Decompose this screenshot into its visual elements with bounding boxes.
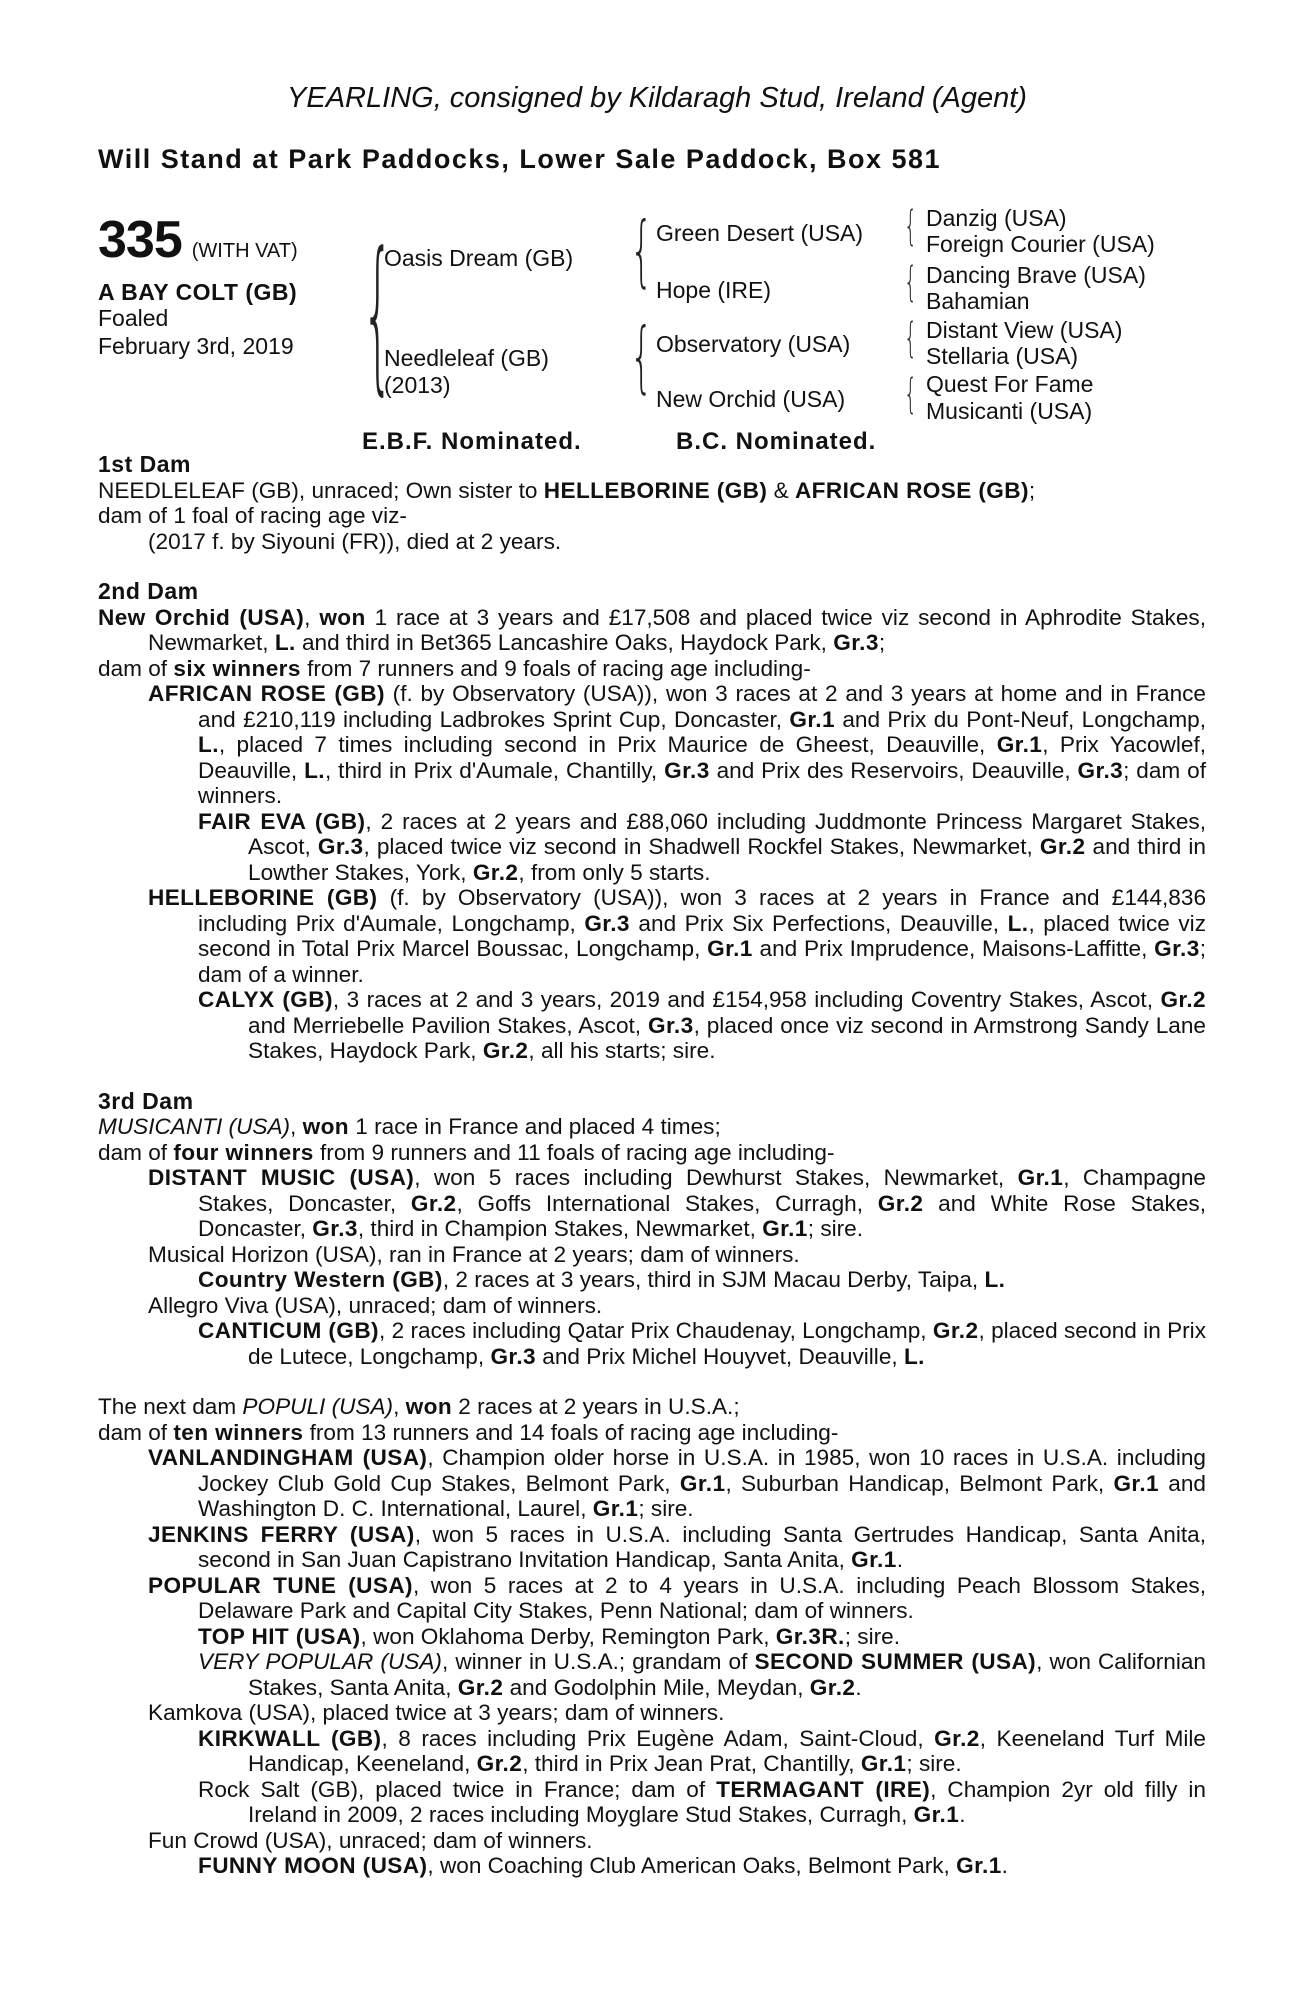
produce-fun-crowd: Fun Crowd (USA), unraced; dam of winners. [148, 1827, 593, 1853]
produce-fair-eva: FAIR EVA (GB), 2 races at 2 years and £88,060 including Juddmonte Princess Margaret Stakes, Ascot, Gr.3, placed twice viz second in Shadwell Rockfel Stakes, Newmarket, Gr.2 and third in Lowther Stakes, York, Gr.2, from only 5 starts. [198, 808, 1206, 885]
next-dam-record: The next dam POPULI (USA), won 2 races at 2 years in U.S.A.; [98, 1394, 740, 1419]
produce-popular-tune: POPULAR TUNE (USA), won 5 races at 2 to 4 years in U.S.A. including Peach Blossom Stakes, Delaware Park and Capital City Stakes, Penn National; dam of winners. [148, 1572, 1206, 1623]
dam-dam: New Orchid (USA) [656, 386, 846, 412]
sire-sire: Green Desert (USA) [656, 220, 864, 246]
dam-year: (2013) [384, 372, 451, 398]
first-dam-heading: 1st Dam [98, 451, 191, 477]
dam-dam-dam: Musicanti (USA) [926, 398, 1093, 424]
pedigree-brace-3: { [630, 311, 653, 403]
third-dam-record: MUSICANTI (USA), won 1 race in France and placed 4 times; [98, 1114, 721, 1139]
dam-name: Needleleaf (GB) [384, 345, 549, 371]
second-dam-summary: dam of six winners from 7 runners and 9 foals of racing age including- [98, 655, 811, 681]
produce-kamkova: Kamkova (USA), placed twice at 3 years; dam of winners. [148, 1700, 725, 1725]
lot-name: A BAY COLT (GB) [98, 279, 298, 305]
next-dam-summary: dam of ten winners from 13 runners and 14 foals of racing age including- [98, 1419, 839, 1445]
sire-dam-sire: Dancing Brave (USA) [926, 262, 1146, 288]
foaled-date: February 3rd, 2019 [98, 333, 294, 359]
pedigree-brace-1: { [362, 217, 394, 412]
first-dam-line: NEEDLELEAF (GB), unraced; Own sister to HELLEBORINE (GB) & AFRICAN ROSE (GB); [98, 477, 1036, 503]
first-dam-foals: dam of 1 foal of racing age viz- [98, 503, 407, 528]
sire-sire-dam: Foreign Courier (USA) [926, 231, 1155, 257]
lot-number: 335 [98, 211, 182, 269]
lot-block [98, 210, 298, 270]
first-dam-produce: (2017 f. by Siyouni (FR)), died at 2 years. [148, 528, 562, 554]
pedigree-body [98, 452, 1206, 1879]
dam-sire-dam: Stellaria (USA) [926, 343, 1079, 369]
ebf-nominated: E.B.F. Nominated. [362, 428, 582, 455]
produce-country-western: Country Western (GB), 2 races at 3 years, third in SJM Macau Derby, Taipa, L. [198, 1267, 1006, 1292]
produce-kirkwall: KIRKWALL (GB), 8 races including Prix Eugène Adam, Saint-Cloud, Gr.2, Keeneland Turf Mile Handicap, Keeneland, Gr.2, third in Prix Jean Prat, Chantilly, Gr.1; sire. [198, 1725, 1207, 1776]
pedigree-brace-4: { [904, 202, 917, 251]
paddock-location: Will Stand at Park Paddocks, Lower Sale Paddock, Box 581 [98, 144, 942, 174]
sire-name: Oasis Dream (GB) [384, 245, 574, 271]
produce-helleborine: HELLEBORINE (GB) (f. by Observatory (USA)), won 3 races at 2 years in France and £144,836 including Prix d'Aumale, Longchamp, Gr.3 and Prix Six Perfections, Deauville, L., placed twice viz second in Total Prix Marcel Boussac, Longchamp, Gr.1 and Prix Imprudence, Maisons-Laffitte, Gr.3; dam of a winner. [148, 885, 1207, 987]
dam-sire: Observatory (USA) [656, 331, 851, 357]
produce-calyx: CALYX (GB), 3 races at 2 and 3 years, 2019 and £154,958 including Coventry Stakes, Ascot, Gr.2 and Merriebelle Pavilion Stakes, Ascot, Gr.3, placed once viz second in Armstrong Sandy Lane Stakes, Haydock Park, Gr.2, all his starts; sire. [198, 987, 1207, 1063]
produce-allegro-viva: Allegro Viva (USA), unraced; dam of winners. [148, 1292, 603, 1318]
pedigree-brace-6: { [904, 314, 917, 363]
foaled-label: Foaled [98, 305, 169, 331]
produce-rock-salt: Rock Salt (GB), placed twice in France; dam of TERMAGANT (IRE), Champion 2yr old filly in Ireland in 2009, 2 races including Moyglare Stud Stakes, Curragh, Gr.1. [198, 1776, 1206, 1827]
produce-jenkins-ferry: JENKINS FERRY (USA), won 5 races in U.S.A. including Santa Gertrudes Handicap, Santa Anita, second in San Juan Capistrano Invitation Handicap, Santa Anita, Gr.1. [148, 1521, 1206, 1572]
sire-dam: Hope (IRE) [656, 277, 772, 303]
pedigree-brace-5: { [904, 258, 917, 307]
dam-sire-sire: Distant View (USA) [926, 317, 1123, 343]
produce-distant-music: DISTANT MUSIC (USA), won 5 races including Dewhurst Stakes, Newmarket, Gr.1, Champagne Stakes, Doncaster, Gr.2, Goffs International Stakes, Curragh, Gr.2 and White Rose Stakes, Doncaster, Gr.3, third in Champion Stakes, Newmarket, Gr.1; sire. [148, 1165, 1206, 1241]
pedigree-brace-2: { [630, 205, 653, 297]
pedigree-brace-7: { [904, 370, 917, 419]
produce-very-popular: VERY POPULAR (USA), winner in U.S.A.; grandam of SECOND SUMMER (USA), won Californian Stakes, Santa Anita, Gr.2 and Godolphin Mile, Meydan, Gr.2. [198, 1649, 1206, 1700]
produce-musical-horizon: Musical Horizon (USA), ran in France at 2 years; dam of winners. [148, 1241, 800, 1267]
dam-dam-sire: Quest For Fame [926, 371, 1094, 397]
produce-top-hit: TOP HIT (USA), won Oklahoma Derby, Remington Park, Gr.3R.; sire. [198, 1623, 900, 1649]
third-dam-heading: 3rd Dam [98, 1087, 194, 1114]
vat-note: (WITH VAT) [191, 240, 298, 262]
produce-funny-moon: FUNNY MOON (USA), won Coaching Club American Oaks, Belmont Park, Gr.1. [198, 1853, 1008, 1878]
sire-sire-sire: Danzig (USA) [926, 205, 1067, 231]
consignor-heading: YEARLING, consigned by Kildaragh Stud, Ireland (Agent) [287, 82, 1027, 114]
produce-african-rose: AFRICAN ROSE (GB) (f. by Observatory (USA)), won 3 races at 2 and 3 years at home and in France and £210,119 including Ladbrokes Sprint Cup, Doncaster, Gr.1 and Prix du Pont-Neuf, Longchamp, L., placed 7 times including second in Prix Maurice de Gheest, Deauville, Gr.1, Prix Yacowlef, Deauville, L., third in Prix d'Aumale, Chantilly, Gr.3 and Prix des Reservoirs, Deauville, Gr.3; dam of winners. [148, 681, 1207, 808]
sire-dam-dam: Bahamian [926, 288, 1030, 314]
produce-canticum: CANTICUM (GB), 2 races including Qatar Prix Chaudenay, Longchamp, Gr.2, placed second in Prix de Lutece, Longchamp, Gr.3 and Prix Michel Houyvet, Deauville, L. [198, 1318, 1207, 1369]
second-dam-record: New Orchid (USA), won 1 race at 3 years and £17,508 and placed twice viz second in Aphrodite Stakes, Newmarket, L. and third in Bet365 Lancashire Oaks, Haydock Park, Gr.3; [98, 604, 1206, 655]
third-dam-summary: dam of four winners from 9 runners and 11 foals of racing age including- [98, 1139, 835, 1165]
second-dam-heading: 2nd Dam [98, 578, 199, 604]
produce-vanlandingham: VANLANDINGHAM (USA), Champion older horse in U.S.A. in 1985, won 10 races in U.S.A. including Jockey Club Gold Cup Stakes, Belmont Park, Gr.1, Suburban Handicap, Belmont Park, Gr.1 and Washington D. C. International, Laurel, Gr.1; sire. [148, 1445, 1206, 1521]
bc-nominated: B.C. Nominated. [676, 428, 877, 455]
